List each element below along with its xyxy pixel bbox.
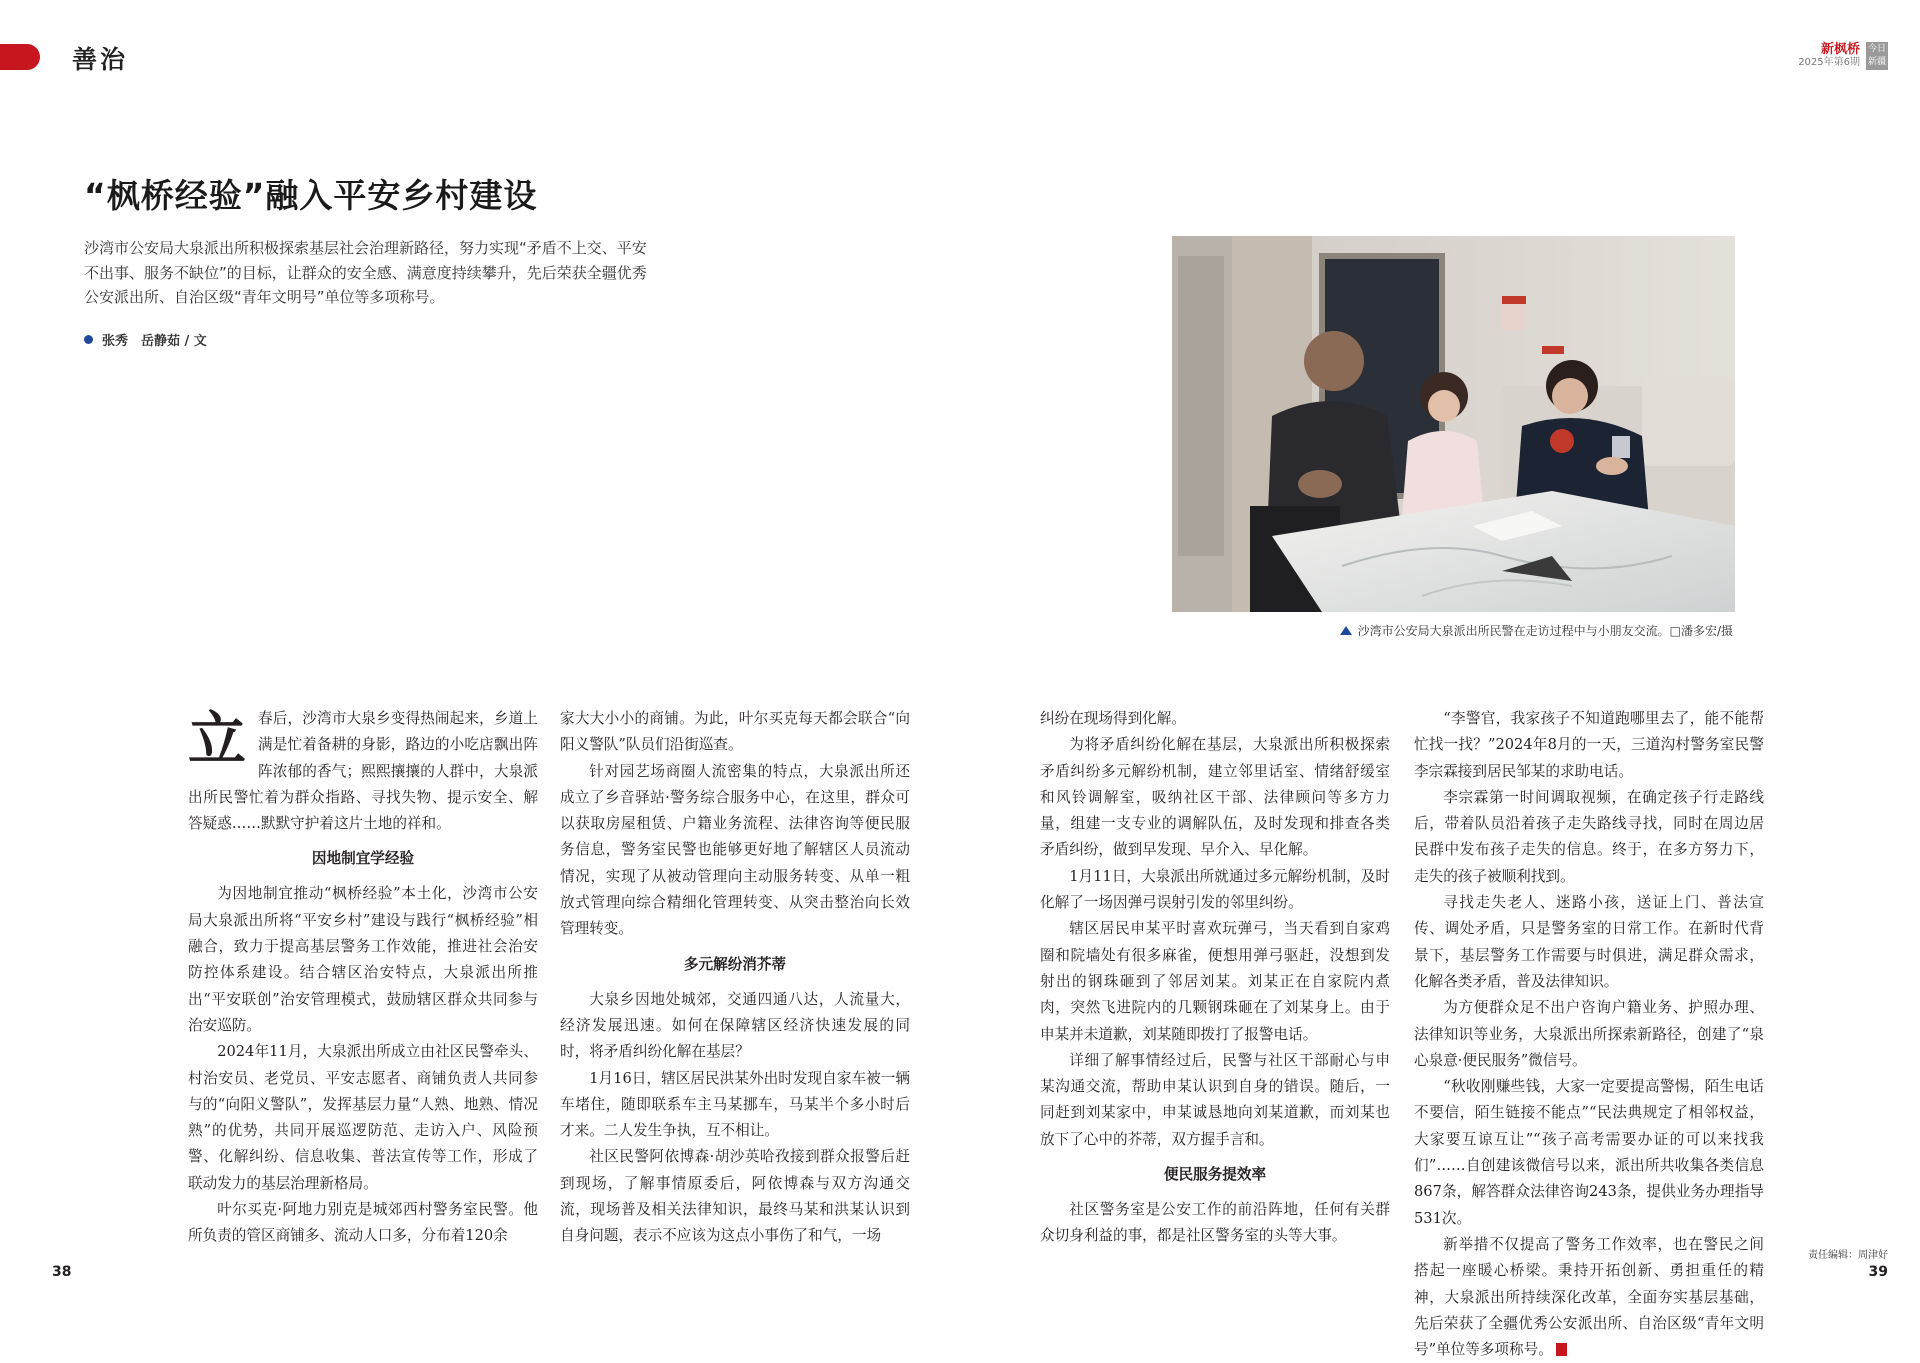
paragraph: 为将矛盾纠纷化解在基层，大泉派出所积极探索矛盾纠纷多元解纷机制，建立邻里话室、情绪舒缓室和风铃调解室，吸纳社区干部、法律顾问等多方力量，组建一支专业的调解队伍，及时发现和排查各类矛盾纠纷，做到早发现、早介入、早化解。 [1040, 736, 1390, 859]
section-tab-marker [0, 44, 40, 70]
editor-credit: 责任编辑：周津好 [1808, 1250, 1888, 1261]
paragraph: 社区警务室是公安工作的前沿阵地，任何有关群众切身利益的事，都是社区警务室的头等大事。 [1040, 1201, 1390, 1245]
subheading: 便民服务提效率 [1163, 1166, 1267, 1184]
article-column-2 [560, 706, 910, 1250]
section-label: 善治 [72, 45, 129, 74]
end-mark-icon [1556, 1343, 1567, 1356]
drop-cap: 立 [188, 705, 247, 773]
masthead [1798, 42, 1888, 72]
subheading: 因地制宜学经验 [311, 850, 415, 868]
paragraph: 1月16日，辖区居民洪某外出时发现自家车被一辆车堵住，随即联系车主马某挪车，马某半个多小时后才来。二人发生争执，互不相让。 [560, 1069, 910, 1140]
brand-name: 新枫桥 [1820, 42, 1860, 57]
paragraph [1414, 1232, 1764, 1363]
photo-illustration [1172, 236, 1735, 612]
article-column-1 [188, 706, 538, 1250]
paragraph: 2024年11月，大泉派出所成立由社区民警牵头、村治安员、老党员、平安志愿者、商铺负责人共同参与的“向阳义警队”，发挥基层力量“人熟、地熟、情况熟”的优势，共同开展巡逻防范、走访入户、风险预警、化解纠纷、信息收集、普法宣传等工作，形成了联动发力的基层治理新格局。 [188, 1043, 538, 1192]
byline-text: 张秀 岳静茹 / 文 [102, 334, 207, 349]
subheading: 多元解纷消芥蒂 [683, 955, 787, 973]
article-lead: 沙湾市公安局大泉派出所积极探索基层社会治理新路径，努力实现“矛盾不上交、平安不出事、服务不缺位”的目标，让群众的安全感、满意度持续攀升，先后荣获全疆优秀公安派出所、自治区级“青年文明号”单位等多项称号。 [84, 239, 647, 306]
paragraph: 家大大小小的商铺。为此，叶尔买克每天都会联合“向阳义警队”队员们沿街巡查。 [560, 710, 910, 754]
article-title: “枫桥经验”融入平安乡村建设 [84, 176, 538, 215]
brand-issue: 2025年第6期 [1798, 57, 1860, 68]
paragraph: 李宗霖第一时间调取视频，在确定孩子行走路线后，带着队员沿着孩子走失路线寻找，同时在周边居民群中发布孩子走失的信息。终于，在多方努力下，走失的孩子被顺利找到。 [1414, 788, 1764, 885]
caption-triangle-icon [1340, 626, 1352, 635]
article-column-3 [1040, 706, 1390, 1250]
brand-box [1798, 42, 1860, 69]
paragraph: 1月11日，大泉派出所就通过多元解纷机制，及时化解了一场因弹弓误射引发的邻里纠纷。 [1040, 867, 1390, 912]
article-photo [1172, 236, 1735, 612]
paragraph: 寻找走失老人、迷路小孩，送证上门、普法宣传、调处矛盾，只是警务室的日常工作。在新时代背景下，基层警务工作需要与时俱进，满足群众需求，化解各类矛盾，普及法律知识。 [1414, 894, 1764, 990]
byline-dot-icon [84, 335, 93, 344]
photo-caption-text: 沙湾市公安局大泉派出所民警在走访过程中与小朋友交流。□潘多宏/摄 [1357, 624, 1733, 638]
page-number-right: 39 [1868, 1264, 1888, 1280]
brand-seal-logo: 今日新疆 [1866, 42, 1888, 70]
paragraph: 针对园艺场商圈人流密集的特点，大泉派出所还成立了乡音驿站·警务综合服务中心，在这里，群众可以获取房屋租赁、户籍业务流程、法律咨询等便民服务信息，警务室民警也能够更好地了解辖区人员流动情况，实现了从被动管理向主动服务转变、从单一粗放式管理向综合精细化管理转变、从突击整治向长效管理转变。 [560, 762, 910, 938]
byline [84, 330, 207, 349]
paragraph: 辖区居民申某平时喜欢玩弹弓，当天看到自家鸡圈和院墙处有很多麻雀，便想用弹弓驱赶，没想到发射出的钢珠砸到了邻居刘某。刘某正在自家院内煮肉，突然飞进院内的几颗钢珠砸在了刘某身上。由于申某并未道歉，刘某随即拨打了报警电话。 [1040, 920, 1390, 1043]
paragraph: “李警官，我家孩子不知道跑哪里去了，能不能帮忙找一找？”2024年8月的一天，三道沟村警务室民警李宗霖接到居民邹某的求助电话。 [1414, 710, 1764, 780]
paragraph: 为方便群众足不出户咨询户籍业务、护照办理、法律知识等业务，大泉派出所探索新路径，创建了“泉心泉意·便民服务”微信号。 [1414, 999, 1764, 1069]
paragraph: 详细了解事情经过后，民警与社区干部耐心与申某沟通交流，帮助申某认识到自身的错误。随后，一同赶到刘某家中，申某诚恳地向刘某道歉，而刘某也放下了心中的芥蒂，双方握手言和。 [1040, 1051, 1390, 1148]
paragraph [188, 706, 538, 837]
page-number-left: 38 [52, 1264, 72, 1280]
photo-caption [1340, 622, 1733, 639]
paragraph: 大泉乡因地处城郊，交通四通八达，人流量大，经济发展迅速。如何在保障辖区经济快速发展的同时，将矛盾纠纷化解在基层？ [560, 990, 910, 1061]
paragraph-text: 新举措不仅提高了警务工作效率，也在警民之间搭起一座暖心桥梁。秉持开拓创新、勇担重任的精神，大泉派出所持续深化改革，全面夯实基层基础，先后荣获了全疆优秀公安派出所、自治区级“青年文明号”单位等多项称号。 [1414, 1235, 1764, 1359]
paragraph: 纠纷在现场得到化解。 [1040, 710, 1186, 727]
paragraph: 为因地制宜推动“枫桥经验”本土化，沙湾市公安局大泉派出所将“平安乡村”建设与践行“枫桥经验”相融合，致力于提高基层警务工作效能，推进社会治安防控体系建设。结合辖区治安特点，大泉派出所推出“平安联创”治安管理模式，鼓励辖区群众共同参与治安巡防。 [188, 885, 538, 1034]
paragraph: 社区民警阿依博森·胡沙英哈孜接到群众报警后赶到现场，了解事情原委后，阿依博森与双方沟通交流，现场普及相关法律知识，最终马某和洪某认识到自身问题，表示不应该为这点小事伤了和气，一场 [560, 1148, 910, 1245]
paragraph: “秋收刚赚些钱，大家一定要提高警惕，陌生电话不要信，陌生链接不能点”“民法典规定了相邻权益，大家要互谅互让”“孩子高考需要办证的可以来找我们”……自创建该微信号以来，派出所共收集各类信息867条，解答群众法律咨询243条，提供业务办理指导531次。 [1414, 1078, 1764, 1227]
paragraph-text: 春后，沙湾市大泉乡变得热闹起来，乡道上满是忙着备耕的身影，路边的小吃店飘出阵阵浓郁的香气；熙熙攘攘的人群中，大泉派出所民警忙着为群众指路、寻找失物、提示安全、解答疑惑……默默守护着这片土地的祥和。 [188, 710, 538, 833]
paragraph: 叶尔买克·阿地力别克是城郊西村警务室民警。他所负责的管区商铺多、流动人口多，分布着120余 [188, 1201, 538, 1245]
article-column-4 [1414, 706, 1764, 1363]
